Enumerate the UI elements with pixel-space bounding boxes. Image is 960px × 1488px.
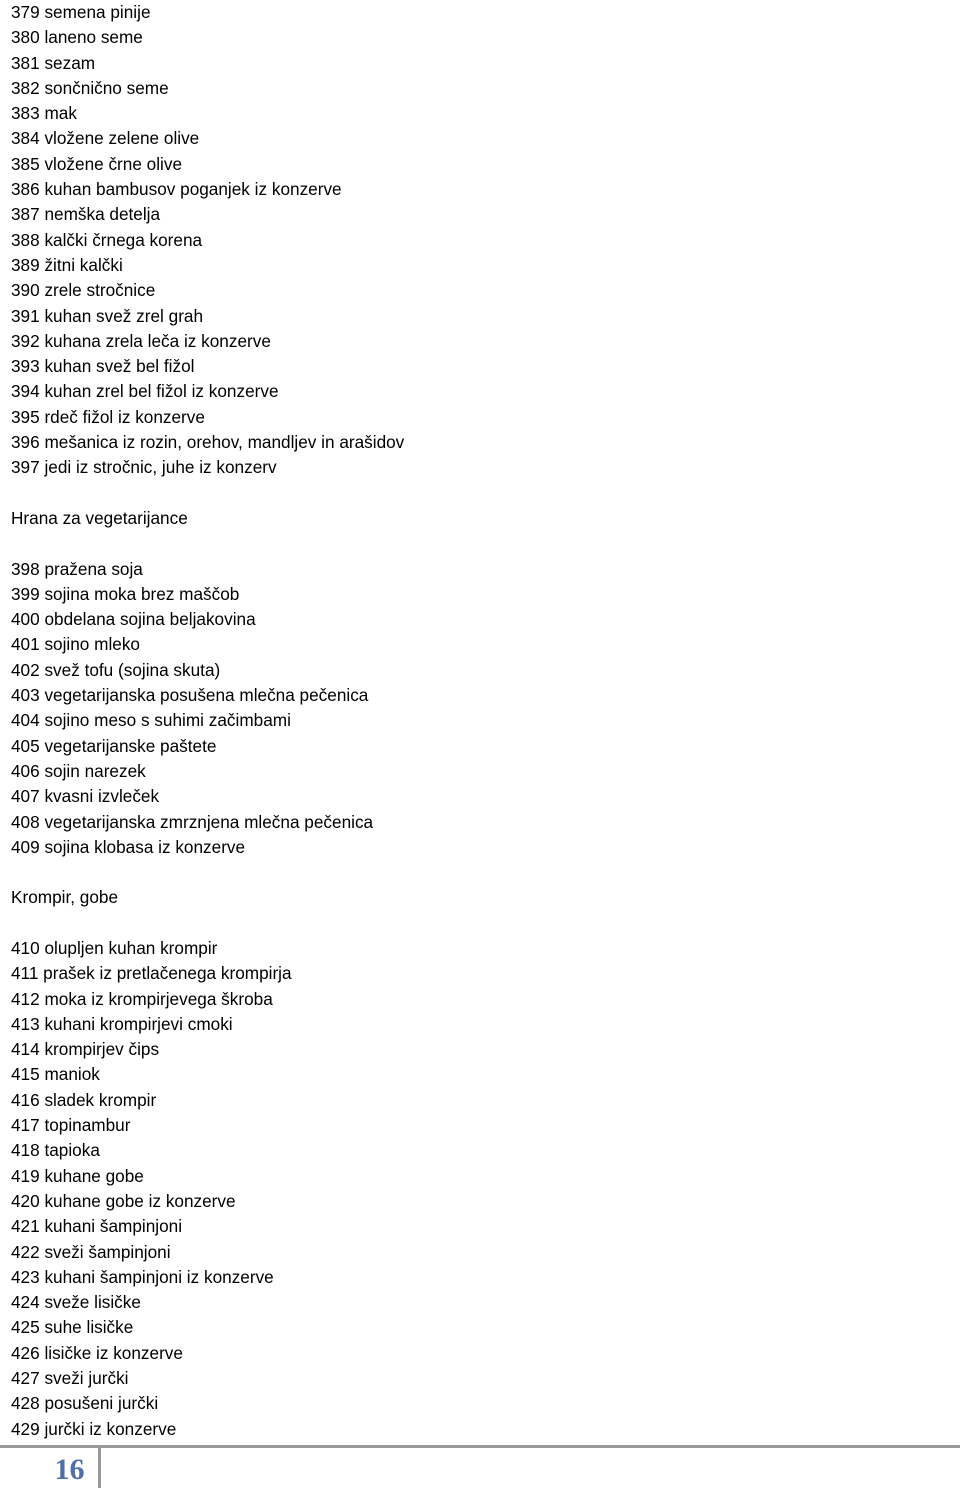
list-item: 403 vegetarijanska posušena mlečna pečenica — [11, 685, 369, 706]
list-item: 392 kuhana zrela leča iz konzerve — [11, 330, 271, 351]
list-item: 397 jedi iz stročnic, juhe iz konzerv — [11, 457, 277, 478]
section-spacer — [11, 911, 941, 936]
section-spacer — [11, 531, 941, 556]
list-item: 380 laneno seme — [11, 27, 143, 48]
list-item: 413 kuhani krompirjevi cmoki — [11, 1013, 233, 1034]
page-number-box — [41, 1448, 101, 1488]
list-item: 399 sojina moka brez maščob — [11, 583, 240, 604]
list-item: 423 kuhani šampinjoni iz konzerve — [11, 1266, 274, 1287]
list-item: 407 kvasni izvleček — [11, 786, 160, 807]
list-item: 408 vegetarijanska zmrznjena mlečna pečenica — [11, 811, 374, 832]
section-heading: Hrana za vegetarijance — [11, 507, 188, 528]
list-item: 429 jurčki iz konzerve — [11, 1418, 177, 1439]
list-item: 418 tapioka — [11, 1140, 100, 1161]
section-spacer — [11, 860, 941, 885]
list-item: 409 sojina klobasa iz konzerve — [11, 836, 246, 857]
footer-rule — [0, 1445, 960, 1448]
list-item: 421 kuhani šampinjoni — [11, 1216, 183, 1237]
list-item: 385 vložene črne olive — [11, 153, 183, 174]
list-item: 402 svež tofu (sojina skuta) — [11, 659, 221, 680]
list-item: 426 lisičke iz konzerve — [11, 1342, 183, 1363]
list-item: 398 pražena soja — [11, 558, 143, 579]
list-item: 384 vložene zelene olive — [11, 128, 200, 149]
list-item: 422 sveži šampinjoni — [11, 1241, 171, 1262]
list-item: 401 sojino mleko — [11, 634, 140, 655]
section-heading: Krompir, gobe — [11, 887, 119, 908]
list-item: 391 kuhan svež zrel grah — [11, 305, 204, 326]
list-item: 420 kuhane gobe iz konzerve — [11, 1190, 236, 1211]
list-item: 387 nemška detelja — [11, 204, 161, 225]
list-item: 412 moka iz krompirjevega škroba — [11, 988, 273, 1009]
list-item: 390 zrele stročnice — [11, 280, 156, 301]
list-item: 406 sojin narezek — [11, 760, 146, 781]
list-item: 404 sojino meso s suhimi začimbami — [11, 710, 291, 731]
list-item: 405 vegetarijanske paštete — [11, 735, 217, 756]
list-item: 386 kuhan bambusov poganjek iz konzerve — [11, 179, 342, 200]
document-body — [11, 0, 941, 1442]
section-spacer — [11, 481, 941, 506]
list-item: 389 žitni kalčki — [11, 254, 123, 275]
list-item: 381 sezam — [11, 52, 96, 73]
list-item: 395 rdeč fižol iz konzerve — [11, 406, 205, 427]
list-item: 393 kuhan svež bel fižol — [11, 356, 195, 377]
list-item: 382 sončnično seme — [11, 77, 169, 98]
list-item: 416 sladek krompir — [11, 1089, 157, 1110]
list-item: 428 posušeni jurčki — [11, 1393, 159, 1414]
list-item: 417 topinambur — [11, 1115, 131, 1136]
list-item: 415 maniok — [11, 1064, 100, 1085]
list-item: 379 semena pinije — [11, 2, 151, 22]
list-item: 419 kuhane gobe — [11, 1165, 144, 1186]
list-item: 394 kuhan zrel bel fižol iz konzerve — [11, 381, 279, 402]
list-item: 396 mešanica iz rozin, orehov, mandljev in arašidov — [11, 432, 405, 453]
list-item: 383 mak — [11, 103, 77, 124]
list-item: 411 prašek iz pretlačenega krompirja — [11, 963, 292, 984]
list-item: 400 obdelana sojina beljakovina — [11, 609, 256, 630]
list-item: 424 sveže lisičke — [11, 1292, 141, 1313]
list-item: 410 olupljen kuhan krompir — [11, 937, 218, 958]
list-item: 414 krompirjev čips — [11, 1039, 160, 1060]
list-item: 427 sveži jurčki — [11, 1368, 129, 1389]
page-number: 16 — [54, 1453, 85, 1486]
list-item: 425 suhe lisičke — [11, 1317, 134, 1338]
list-item: 388 kalčki črnega korena — [11, 229, 203, 250]
